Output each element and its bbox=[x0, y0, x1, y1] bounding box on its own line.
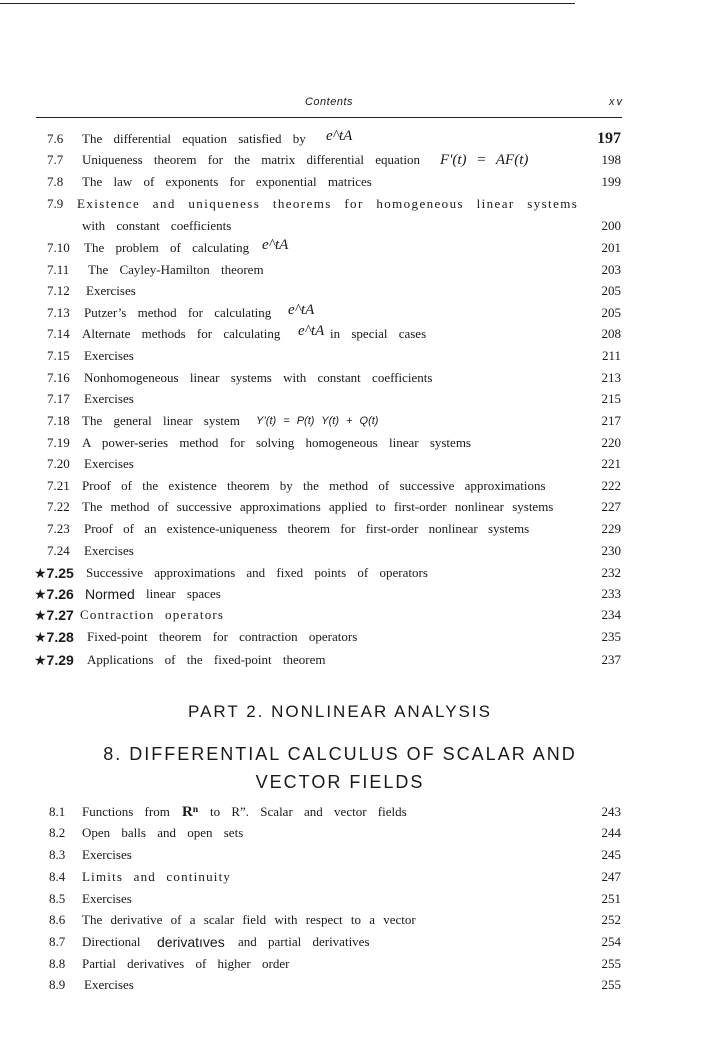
section-title: The general linear system bbox=[82, 413, 240, 428]
toc-entry[interactable] bbox=[0, 975, 728, 995]
section-title: The law of exponents for exponential matrices bbox=[82, 174, 372, 189]
toc-entry[interactable] bbox=[0, 889, 728, 909]
page-number: 235 bbox=[601, 629, 621, 644]
section-title: Directional bbox=[82, 934, 141, 949]
section-title: Exercises bbox=[84, 456, 134, 471]
toc-entry[interactable] bbox=[0, 303, 728, 323]
section-title: Exercises bbox=[82, 891, 132, 906]
section-number: 7.14 bbox=[47, 326, 70, 341]
page-number: 201 bbox=[601, 240, 621, 255]
section-number-starred: ★7.25 bbox=[34, 565, 74, 581]
toc-entry[interactable] bbox=[0, 411, 728, 431]
section-title: The differential equation satisfied by bbox=[82, 131, 306, 146]
section-title-continued: to R”. Scalar and vector fields bbox=[210, 804, 407, 819]
toc-entry[interactable] bbox=[0, 368, 728, 388]
page-number: 205 bbox=[601, 305, 621, 320]
chapter-heading bbox=[60, 740, 620, 796]
section-number: 7.10 bbox=[47, 240, 70, 255]
section-title: Applications of the fixed-point theorem bbox=[87, 652, 326, 667]
header-rule bbox=[36, 117, 622, 118]
page-number: 208 bbox=[601, 326, 621, 341]
page-number: 205 bbox=[601, 283, 621, 298]
math-expression: e^tA bbox=[288, 302, 315, 318]
toc-entry[interactable] bbox=[0, 238, 728, 258]
section-title-continued: in special cases bbox=[330, 326, 427, 341]
section-title: Successive approximations and fixed points of operators bbox=[86, 565, 428, 580]
section-title: Limits and continuity bbox=[82, 869, 232, 884]
page-number: 200 bbox=[601, 218, 621, 233]
section-title: Proof of an existence-uniqueness theorem for first-order nonlinear systems bbox=[84, 521, 530, 536]
page-number: 229 bbox=[601, 521, 621, 536]
page-number: 234 bbox=[601, 607, 621, 622]
page-number: 198 bbox=[601, 152, 621, 167]
page-number: 227 bbox=[601, 499, 621, 514]
toc-entry[interactable] bbox=[0, 281, 728, 301]
section-number: 7.12 bbox=[47, 283, 70, 298]
section-title: Contraction operators bbox=[80, 607, 225, 622]
section-number: 7.19 bbox=[47, 435, 70, 450]
math-expression: e^tA bbox=[326, 128, 353, 144]
toc-entry[interactable] bbox=[0, 433, 728, 453]
section-number: 7.24 bbox=[47, 543, 70, 558]
toc-entry[interactable] bbox=[0, 802, 728, 822]
section-number: 8.8 bbox=[49, 956, 66, 971]
page-number: 221 bbox=[601, 456, 621, 471]
section-title: Exercises bbox=[82, 847, 132, 862]
section-title: The derivative of a scalar field with respect to a vector bbox=[82, 912, 416, 927]
section-number: 8.4 bbox=[49, 869, 66, 884]
page-number: 244 bbox=[601, 825, 621, 840]
page-number: 252 bbox=[601, 912, 621, 927]
math-expression: Rⁿ bbox=[182, 804, 199, 820]
page-number: 233 bbox=[601, 586, 621, 601]
page-number: 211 bbox=[601, 348, 621, 363]
part-heading: PART 2. NONLINEAR ANALYSIS bbox=[188, 702, 492, 721]
page-number: 222 bbox=[601, 478, 621, 493]
running-head-title: Contents bbox=[304, 96, 354, 108]
toc-entry[interactable] bbox=[0, 932, 728, 952]
section-title-emphasis: derivatıves bbox=[157, 934, 225, 950]
section-number: 7.8 bbox=[47, 174, 64, 189]
toc-entry[interactable] bbox=[0, 867, 728, 887]
page-number: 251 bbox=[601, 891, 621, 906]
page-number: 255 bbox=[601, 956, 621, 971]
section-title: The problem of calculating bbox=[84, 240, 250, 255]
section-title: Exercises bbox=[84, 543, 134, 558]
toc-entry[interactable] bbox=[0, 454, 728, 474]
toc-entry[interactable] bbox=[0, 954, 728, 974]
section-number-starred: ★7.27 bbox=[34, 607, 74, 623]
page-number: 230 bbox=[601, 543, 621, 558]
section-number-starred: ★7.28 bbox=[34, 629, 74, 645]
page-number: 237 bbox=[601, 652, 621, 667]
page-number: 217 bbox=[601, 413, 621, 428]
section-number: 7.18 bbox=[47, 413, 70, 428]
page-number: 215 bbox=[601, 391, 621, 406]
section-number: 7.9 bbox=[47, 196, 64, 211]
section-number: 7.15 bbox=[47, 348, 70, 363]
toc-entry[interactable] bbox=[0, 194, 728, 214]
page-number: 197 bbox=[597, 130, 621, 147]
section-title: linear spaces bbox=[146, 586, 221, 601]
page-number: 255 bbox=[601, 977, 621, 992]
page-number: 199 bbox=[601, 174, 621, 189]
section-number-starred: ★7.29 bbox=[34, 652, 74, 668]
section-number: 7.20 bbox=[47, 456, 70, 471]
section-number-starred: ★7.26 bbox=[34, 586, 74, 602]
chapter-heading-line-2: VECTOR FIELDS bbox=[255, 772, 425, 792]
toc-entry[interactable] bbox=[0, 389, 728, 409]
toc-entry[interactable] bbox=[0, 260, 728, 280]
toc-entry[interactable] bbox=[0, 584, 728, 604]
toc-entry[interactable] bbox=[0, 605, 728, 625]
section-title-continued: and partial derivatives bbox=[238, 934, 370, 949]
section-title: Exercises bbox=[84, 348, 134, 363]
chapter-heading-line-1: 8. DIFFERENTIAL CALCULUS OF SCALAR AND bbox=[103, 744, 577, 764]
section-number: 8.3 bbox=[49, 847, 66, 862]
math-expression: e^tA bbox=[262, 237, 289, 253]
page-number: 243 bbox=[601, 804, 621, 819]
section-title: Nonhomogeneous linear systems with constant coefficients bbox=[84, 370, 433, 385]
section-number: 8.5 bbox=[49, 891, 66, 906]
section-number: 7.22 bbox=[47, 499, 70, 514]
section-number: 7.7 bbox=[47, 152, 64, 167]
section-number: 8.6 bbox=[49, 912, 66, 927]
page-number: 220 bbox=[601, 435, 621, 450]
section-title: A power-series method for solving homogeneous linear systems bbox=[82, 435, 471, 450]
running-head bbox=[38, 96, 624, 110]
section-number: 8.7 bbox=[49, 934, 66, 949]
section-title: Open balls and open sets bbox=[82, 825, 244, 840]
section-number: 7.13 bbox=[47, 305, 70, 320]
toc-entry[interactable] bbox=[0, 519, 728, 539]
toc-entry[interactable] bbox=[0, 910, 728, 930]
page-number: 245 bbox=[601, 847, 621, 862]
toc-entry[interactable] bbox=[0, 845, 728, 865]
page-number: 232 bbox=[601, 565, 621, 580]
toc-entry[interactable] bbox=[0, 172, 728, 192]
page-number: 203 bbox=[601, 262, 621, 277]
math-expression: F'(t) = AF(t) bbox=[440, 152, 529, 168]
section-title: Exercises bbox=[84, 391, 134, 406]
section-title: with constant coefficients bbox=[82, 218, 232, 233]
section-title: Functions from bbox=[82, 804, 170, 819]
toc-entry[interactable] bbox=[0, 324, 728, 344]
math-expression: e^tA bbox=[298, 323, 325, 339]
section-number: 7.6 bbox=[47, 131, 64, 146]
section-title: Proof of the existence theorem by the method of successive approximations bbox=[82, 478, 546, 493]
section-number: 7.23 bbox=[47, 521, 70, 536]
section-title: The method of successive approximations applied to first-order nonlinear systems bbox=[82, 499, 554, 514]
page-number: 254 bbox=[601, 934, 621, 949]
toc-entry[interactable] bbox=[0, 150, 728, 170]
section-title: Putzer’s method for calculating bbox=[84, 305, 272, 320]
toc-entry[interactable] bbox=[0, 650, 728, 670]
section-title-bold: Normed bbox=[85, 586, 135, 602]
section-number: 7.17 bbox=[47, 391, 70, 406]
section-title: Uniqueness theorem for the matrix differential equation bbox=[82, 152, 420, 167]
toc-entry[interactable] bbox=[0, 129, 728, 149]
page-number: 247 bbox=[601, 869, 621, 884]
toc-entry[interactable] bbox=[0, 346, 728, 366]
math-expression: Y’(t) = P(t) Y(t) + Q(t) bbox=[256, 415, 379, 427]
toc-entry[interactable] bbox=[0, 541, 728, 561]
section-number: 7.16 bbox=[47, 370, 70, 385]
toc-entry[interactable] bbox=[0, 563, 728, 583]
section-number: 8.1 bbox=[49, 804, 66, 819]
page-number: 213 bbox=[601, 370, 621, 385]
section-title: Existence and uniqueness theorems for homogeneous linear systems bbox=[77, 196, 579, 211]
section-title: Exercises bbox=[84, 977, 134, 992]
top-rule bbox=[0, 3, 575, 4]
toc-entry[interactable] bbox=[0, 497, 728, 517]
section-title: Exercises bbox=[86, 283, 136, 298]
section-number: 8.9 bbox=[49, 977, 66, 992]
section-number: 7.21 bbox=[47, 478, 70, 493]
section-title: The Cayley-Hamilton theorem bbox=[88, 262, 264, 277]
section-title: Fixed-point theorem for contraction operators bbox=[87, 629, 358, 644]
section-number: 7.11 bbox=[47, 262, 70, 277]
section-title: Partial derivatives of higher order bbox=[82, 956, 290, 971]
toc-entry[interactable] bbox=[0, 823, 728, 843]
running-head-page: xv bbox=[609, 96, 624, 108]
toc-entry[interactable] bbox=[0, 627, 728, 647]
section-number: 8.2 bbox=[49, 825, 66, 840]
toc-entry-continued[interactable] bbox=[0, 216, 728, 236]
toc-entry[interactable] bbox=[0, 476, 728, 496]
section-title: Alternate methods for calculating bbox=[82, 326, 281, 341]
